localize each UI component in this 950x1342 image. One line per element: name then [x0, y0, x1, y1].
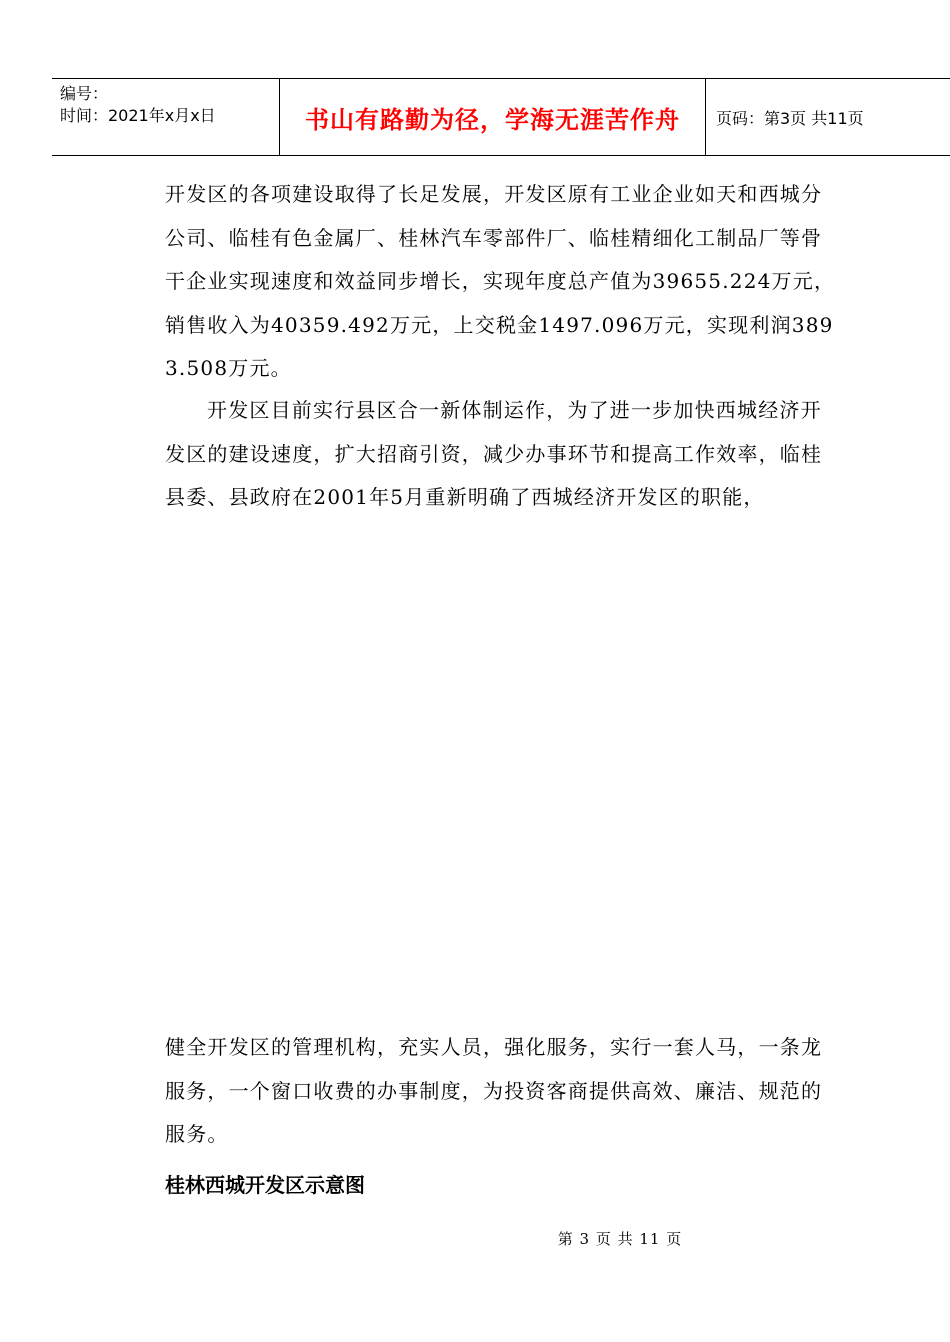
body-paragraph-2: 开发区目前实行县区合一新体制运作，为了进一步加快西城经济开发区的建设速度，扩大招商引资，减少办事环节和提高工作效率，临桂县委、县政府在2001年5月重新明确了西城经济开发区的职能，: [165, 398, 823, 509]
document-time-label: 时间：2021年x月x日: [60, 106, 216, 125]
header-page-info: 页码：第3页 共11页: [716, 108, 864, 128]
page-footer: 第 3 页 共 11 页: [557, 1230, 683, 1248]
page-header: [52, 78, 950, 156]
body-paragraph-3: 健全开发区的管理机构，充实人员，强化服务，实行一套人马，一条龙服务，一个窗口收费的办事制度，为投资客商提供高效、廉洁、规范的服务。: [165, 1035, 823, 1146]
header-motto: 书山有路勤为径，学海无涯苦作舟: [280, 79, 706, 155]
header-meta-cell: [52, 79, 280, 155]
body-paragraph-1: 开发区的各项建设取得了长足发展，开发区原有工业企业如天和西城分公司、临桂有色金属厂、桂林汽车零部件厂、临桂精细化工制品厂等骨干企业实现速度和效益同步增长，实现年度总产值为39655.224万元，销售收入为40359.492万元，上交税金1497.096万元，实现利润3893.508万元。: [165, 182, 836, 380]
figure-caption: 桂林西城开发区示意图: [165, 1173, 365, 1197]
document-number-label: 编号：: [60, 84, 109, 103]
